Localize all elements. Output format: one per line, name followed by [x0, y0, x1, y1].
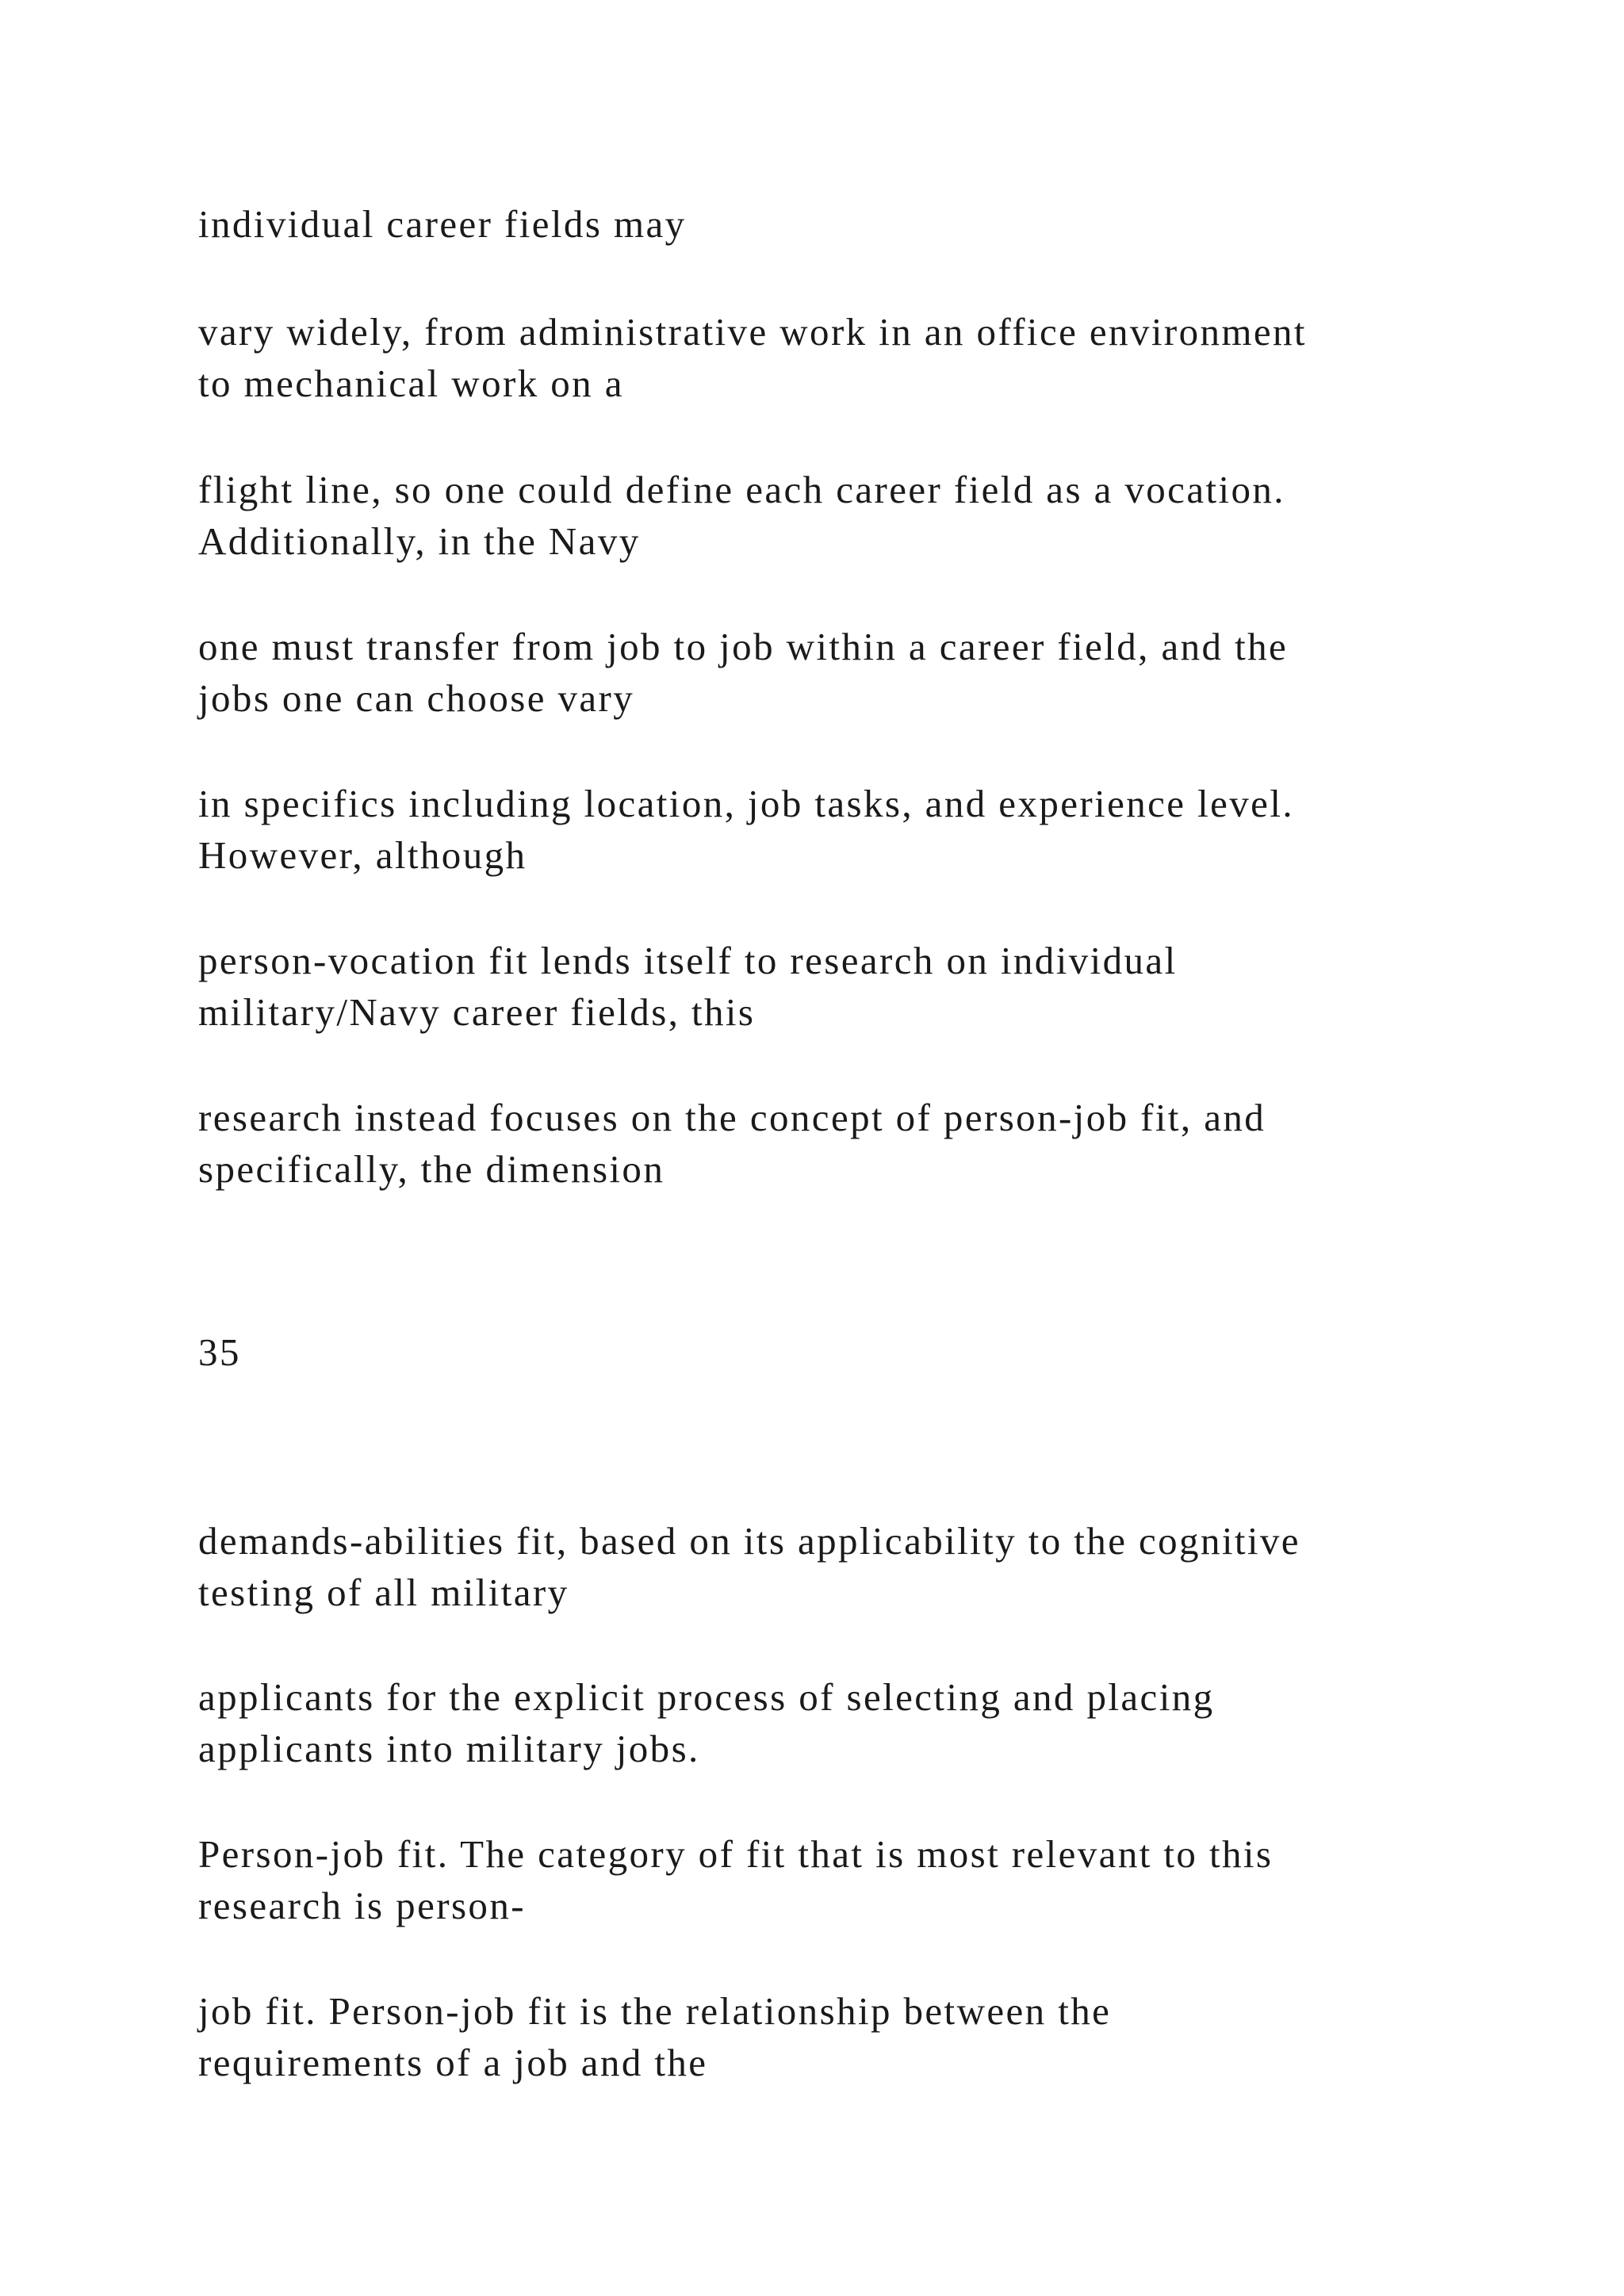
paragraph: job fit. Person-job fit is the relationship between the requirements of a job and the	[198, 1989, 1112, 2084]
paragraph: person-vocation fit lends itself to research on individual military/Navy career fields, this	[198, 939, 1178, 1034]
paragraph: demands-abilities fit, based on its applicability to the cognitive testing of all military	[198, 1519, 1300, 1614]
page-number: 35	[198, 1330, 241, 1374]
paragraph: individual career fields may	[198, 202, 687, 246]
paragraph: Person-job fit. The category of fit that is most relevant to this research is person-	[198, 1832, 1274, 1927]
paragraph: flight line, so one could define each career field as a vocation. Additionally, in the Navy	[198, 468, 1285, 563]
paragraph: research instead focuses on the concept of person-job fit, and specifically, the dimension	[198, 1096, 1266, 1191]
paragraph: in specifics including location, job tasks, and experience level. However, although	[198, 782, 1294, 877]
paragraph: applicants for the explicit process of selecting and placing applicants into military jobs.	[198, 1675, 1215, 1770]
paragraph: one must transfer from job to job within a career field, and the jobs one can choose vary	[198, 625, 1289, 720]
paragraph: vary widely, from administrative work in an office environment to mechanical work on a	[198, 310, 1307, 405]
